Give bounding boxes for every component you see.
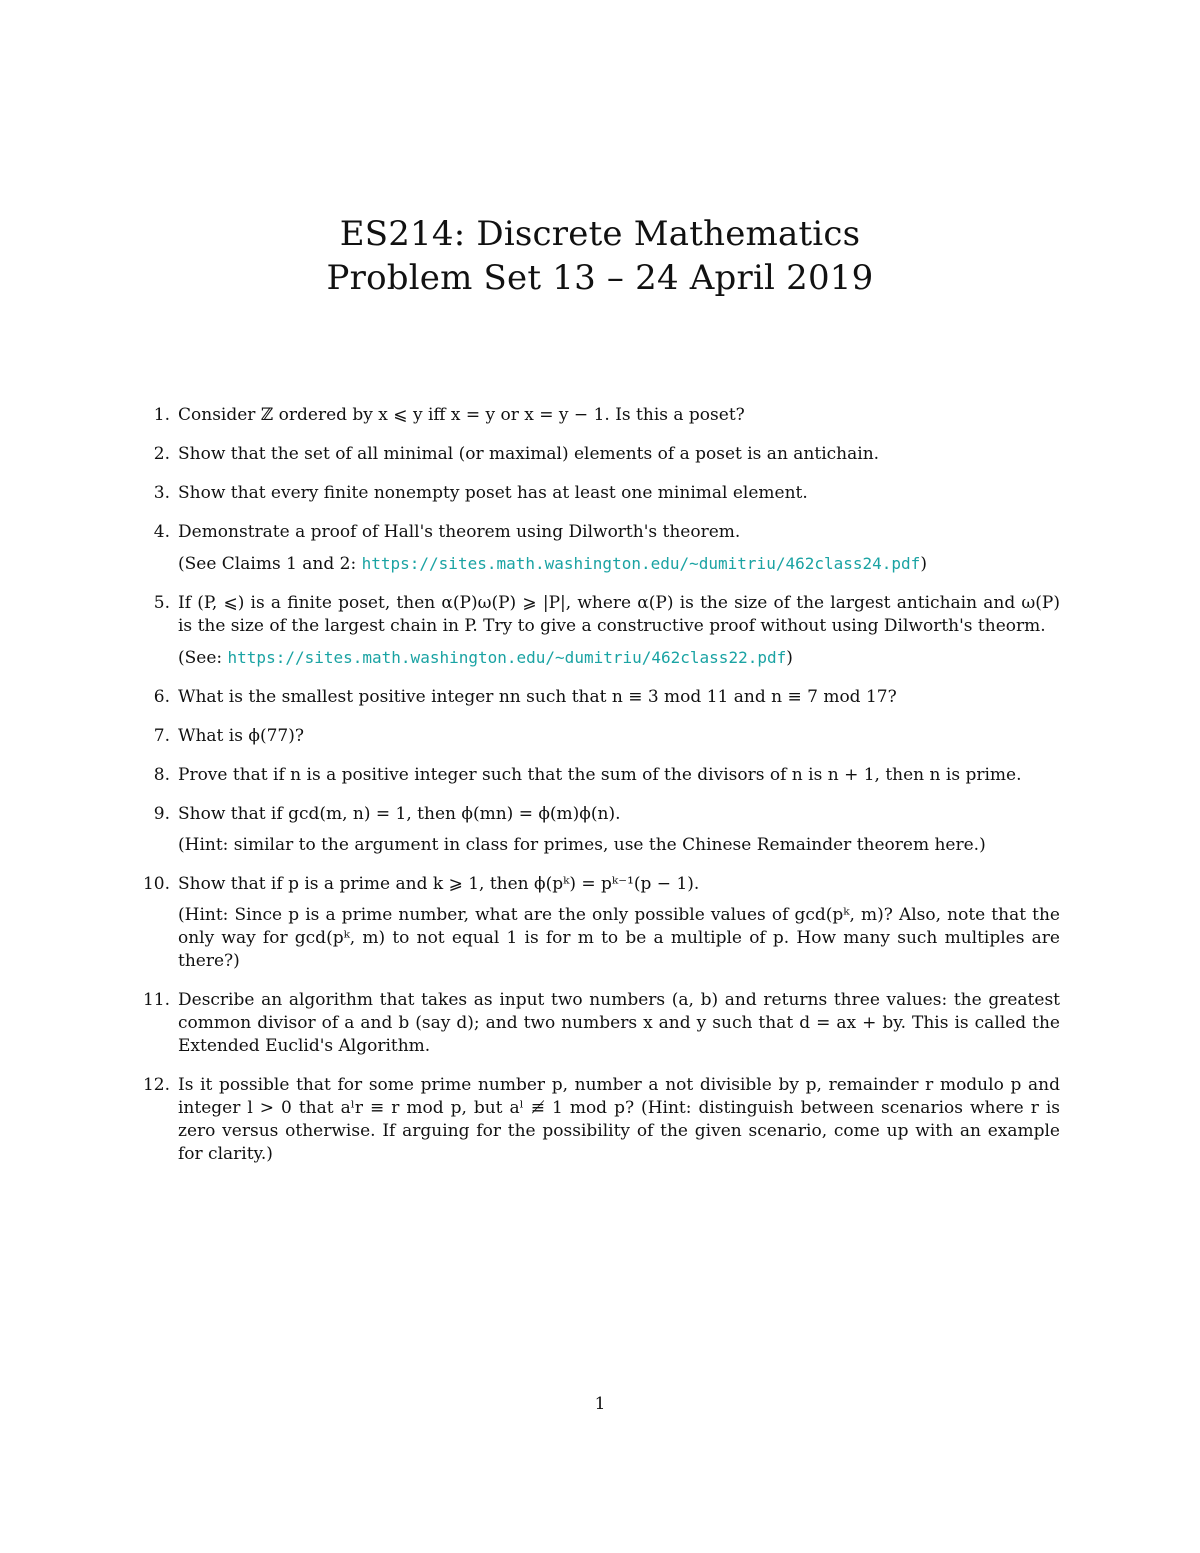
problem-text: Show that every finite nonempty poset has at least one minimal element. [178,483,808,503]
problem-text: Show that if gcd(m, n) = 1, then ϕ(mn) = ϕ(m)ϕ(n). [178,804,621,824]
hint-text: (Hint: Since p is a prime number, what are the only possible values of gcd(pᵏ, m)? Also, note that the only way for gcd(pᵏ, m) to not equal 1 is for m to be a multiple of p. How many such multiples are there?) [178,905,1060,971]
note-suffix: ) [920,554,927,574]
reference-note [178,646,1060,670]
note-suffix: ) [786,648,793,668]
problem-number: 10. [142,874,170,894]
problem-number: 12. [142,1075,170,1095]
problem-4 [140,521,1060,576]
problem-number: 3. [153,483,170,503]
problem-text: Is it possible that for some prime number p, number a not divisible by p, remainder r modulo p and integer l > 0 that aˡr ≡ r mod p, but aˡ ≢ 1 mod p? (Hint: distinguish between scenarios where r is zero versus otherwise. If arguing for the possibility of the given scenario, come up with an example for clarity.) [178,1075,1060,1164]
note-prefix: (See: [178,648,228,668]
problem-number: 11. [142,990,170,1010]
reference-link[interactable]: https://sites.math.washington.edu/~dumitriu/462class24.pdf [361,554,921,573]
course-title: ES214: Discrete Mathematics [339,214,861,254]
problem-1 [140,404,1060,427]
problem-10 [140,873,1060,973]
page-number: 1 [594,1394,606,1414]
problem-text: Show that if p is a prime and k ⩾ 1, then ϕ(pᵏ) = pᵏ⁻¹(p − 1). [178,874,700,894]
hint-text: (Hint: similar to the argument in class for primes, use the Chinese Remainder theorem here.) [178,835,986,855]
problem-text: Show that the set of all minimal (or maximal) elements of a poset is an antichain. [178,444,880,464]
problem-number: 7. [153,726,170,746]
problem-number: 5. [153,593,170,613]
problem-text: Demonstrate a proof of Hall's theorem using Dilworth's theorem. [178,522,741,542]
problem-set-title: Problem Set 13 – 24 April 2019 [326,258,874,298]
problem-2 [140,443,1060,466]
problem-11 [140,989,1060,1058]
reference-link[interactable]: https://sites.math.washington.edu/~dumitriu/462class22.pdf [227,648,787,667]
problem-text: If (P, ⩽) is a finite poset, then α(P)ω(P) ⩾ |P|, where α(P) is the size of the largest antichain and ω(P) is the size of the largest chain in P. Try to give a constructive proof without using Dilworth's theorm. [178,593,1060,636]
problem-number: 8. [153,765,170,785]
problem-text: Describe an algorithm that takes as input two numbers (a, b) and returns three values: the greatest common divisor of a and b (say d); and two numbers x and y such that d = ax + by. This is called the Extended Euclid's Algorithm. [178,990,1060,1056]
problem-list [140,404,1060,1182]
problem-6 [140,686,1060,709]
problem-text: Consider ℤ ordered by x ⩽ y iff x = y or x = y − 1. Is this a poset? [178,405,745,425]
problem-5 [140,592,1060,670]
problem-8 [140,764,1060,787]
note-prefix: (See Claims 1 and 2: [178,554,362,574]
problem-number: 9. [153,804,170,824]
problem-7 [140,725,1060,748]
problem-9 [140,803,1060,857]
problem-number: 4. [153,522,170,542]
problem-number: 2. [153,444,170,464]
problem-text: Prove that if n is a positive integer such that the sum of the divisors of n is n + 1, then n is prime. [178,765,1022,785]
problem-number: 1. [153,405,170,425]
problem-number: 6. [153,687,170,707]
problem-3 [140,482,1060,505]
problem-text: What is ϕ(77)? [178,726,304,746]
problem-12 [140,1074,1060,1166]
document-title [0,212,1200,300]
problem-text: What is the smallest positive integer nn such that n ≡ 3 mod 11 and n ≡ 7 mod 17? [178,687,897,707]
reference-note [178,552,1060,576]
